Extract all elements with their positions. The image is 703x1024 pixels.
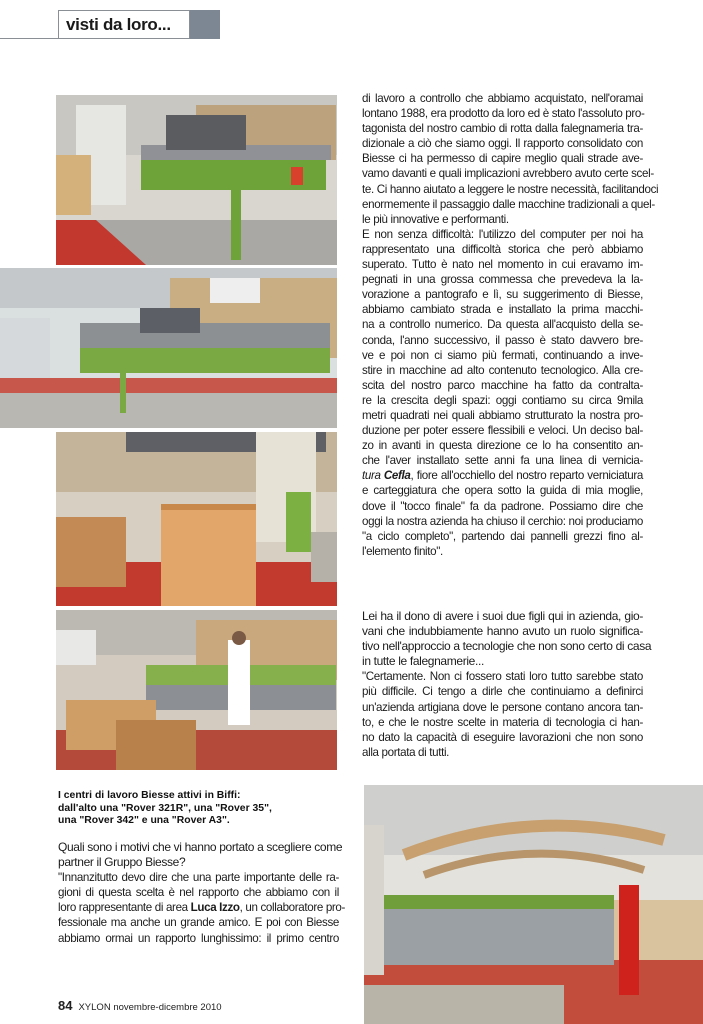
answer-line: abbiamo ormai un rapporto lunghissimo: il primo centro — [58, 931, 339, 945]
body-line: dizionale a ciò che siamo oggi. Il rapporto consolidato con — [362, 137, 643, 151]
body-line: lontano 1988, era prodotto da loro ed è stato l'assoluto pro- — [362, 107, 645, 121]
magazine-issue: XYLON novembre-dicembre 2010 — [78, 1002, 222, 1013]
question-line: in tutte le falegnamerie... — [362, 654, 484, 669]
representative-name: Luca Izzo — [190, 901, 240, 915]
body-line: zo in avanti in questa direzione ce lo ha consentito an- — [362, 439, 643, 453]
body-line: E non senza difficoltà: l'utilizzo del computer per noi ha — [362, 227, 643, 241]
body-line: vamo davanti e quali implicazioni avrebbero avuto certe scel- — [362, 167, 654, 181]
answer-line: to, e che le nostre scelte in materia di tecnologia ci han- — [362, 715, 643, 729]
answer-line: più difficile. Ci tengo a dirle che continuiamo a definirci — [362, 685, 643, 699]
caption-line: I centri di lavoro Biesse attivi in Biffi: — [58, 790, 241, 801]
answer-line-with-name — [58, 900, 346, 915]
body-line: scita del nostro parco macchine ha fatto da contralta- — [362, 378, 643, 392]
interview-answer — [58, 870, 346, 945]
answer-line: "Certamente. Non ci fossero stati loro tutto sarebbe stato — [362, 670, 643, 684]
body-line: "a ciclo completo", partendo dai pannelli grezzi fino al- — [362, 529, 643, 543]
photo-caption — [58, 790, 358, 828]
right-column-text-1 — [362, 91, 659, 559]
interview-answer — [362, 669, 643, 760]
right-column-text-2 — [362, 609, 652, 760]
interview-question — [362, 609, 652, 669]
section-label: visti da loro... — [58, 10, 190, 39]
body-line: ve e poi non ci siamo più fermati, continuando a inve- — [362, 348, 643, 362]
answer-line: "Innanzitutto devo dire che una parte importante delle ra- — [58, 871, 339, 885]
answer-fragment: , un collaboratore pro- — [239, 901, 346, 915]
photo-rover-321r — [56, 95, 337, 265]
body-line: te. Ci hanno aiutato a leggere le nostre necessità, facilitandoci — [362, 182, 659, 196]
question-line: Quali sono i motivi che vi hanno portato a scegliere come — [58, 840, 343, 854]
body-line: superato. Tutto è nato nel momento in cui eravamo im- — [362, 258, 643, 272]
body-fragment: tura — [362, 469, 381, 483]
photo-rover-35 — [0, 268, 337, 428]
body-line: rappresentato una difficoltà storica che però abbiamo — [362, 242, 643, 256]
body-line: duzione per poter essere flessibili e veloci. Un deciso bal- — [362, 424, 643, 438]
interview-question — [58, 840, 343, 870]
body-line: oggi la nostra azienda ha chiuso il cerchio: noi produciamo — [362, 514, 643, 528]
question-line: Lei ha il dono di avere i suoi due figli qui in azienda, gio- — [362, 609, 643, 623]
body-line: che l'aver installato sette anni fa una linea di vernicia- — [362, 454, 643, 468]
question-line: tivo nell'approccio a tecnologie che non sono certo di casa — [362, 639, 652, 654]
photo-rover-342 — [56, 432, 337, 606]
body-line: di lavoro a controllo che abbiamo acquistato, nell'oramai — [362, 92, 643, 105]
photo-rover-a3 — [56, 610, 337, 770]
answer-line: fessionale ma anche un grande amico. E poi con Biesse — [58, 916, 339, 930]
photo-workshop — [364, 785, 703, 1024]
answer-line: gioni di questa scelta è nel rapporto che abbiamo con il — [58, 886, 339, 900]
question-line: vani che indubbiamente hanno avuto un ruolo significa- — [362, 624, 643, 639]
page-footer — [58, 998, 222, 1013]
answer-fragment: loro rappresentante di area — [58, 901, 191, 915]
body-line: vorazione a pantografo e lì, su suggerimento di Biesse, — [362, 288, 643, 302]
body-line: l'elemento finito". — [362, 544, 443, 558]
body-line: na a controllo numerico. Da questa all'acquisto della se- — [362, 318, 643, 332]
page-number: 84 — [58, 998, 73, 1013]
body-line: conda, l'anno successivo, il passo è stato davvero bre- — [362, 333, 643, 347]
body-line: enormemente il passaggio dalle macchine tradizionali a quel- — [362, 197, 655, 211]
answer-line: alla portata di tutti. — [362, 745, 450, 759]
caption-line: dall'alto una "Rover 321R", una "Rover 35", — [58, 802, 272, 814]
body-line: e carteggiatura che opera sotto la guida di mia moglie, — [362, 484, 643, 498]
header-rule — [0, 38, 58, 39]
body-line: re la crescita degli spazi: oggi contiamo su circa 9mila — [362, 393, 643, 407]
brand-name-cefla: Cefla — [383, 469, 411, 483]
section-header — [0, 10, 220, 40]
body-line: Biesse ci ha permesso di capire meglio quali strade ave- — [362, 152, 643, 166]
header-accent-block — [190, 10, 220, 39]
body-line: dove il "tocco finale" fa da padrone. Possiamo dire che — [362, 499, 643, 513]
body-line: stire in macchine ad alto contenuto tecnologico. Alla cre- — [362, 363, 643, 377]
answer-line: no dato la capacità di eseguire lavorazioni che non sono — [362, 730, 643, 744]
body-line: metri quadrati nei quali abbiamo strutturato la nostra pro- — [362, 408, 643, 422]
body-line: pegnati in una grossa commessa che prevedeva la la- — [362, 273, 643, 287]
caption-line: una "Rover 342" e una "Rover A3". — [58, 815, 230, 826]
body-line: tagonista del nostro cambio di rotta dalla falegnameria tra- — [362, 122, 643, 136]
question-line: partner il Gruppo Biesse? — [58, 855, 186, 870]
body-line-cefla — [362, 468, 643, 483]
body-line: abbiamo cambiato strada e installato la prima macchi- — [362, 303, 643, 317]
body-line: le più innovative e performanti. — [362, 212, 509, 226]
left-column-text — [58, 840, 346, 946]
answer-line: un'azienda artigiana dove le persone contano ancora tan- — [362, 700, 643, 714]
body-fragment: , fiore all'occhiello del nostro reparto verniciatura — [410, 469, 644, 483]
